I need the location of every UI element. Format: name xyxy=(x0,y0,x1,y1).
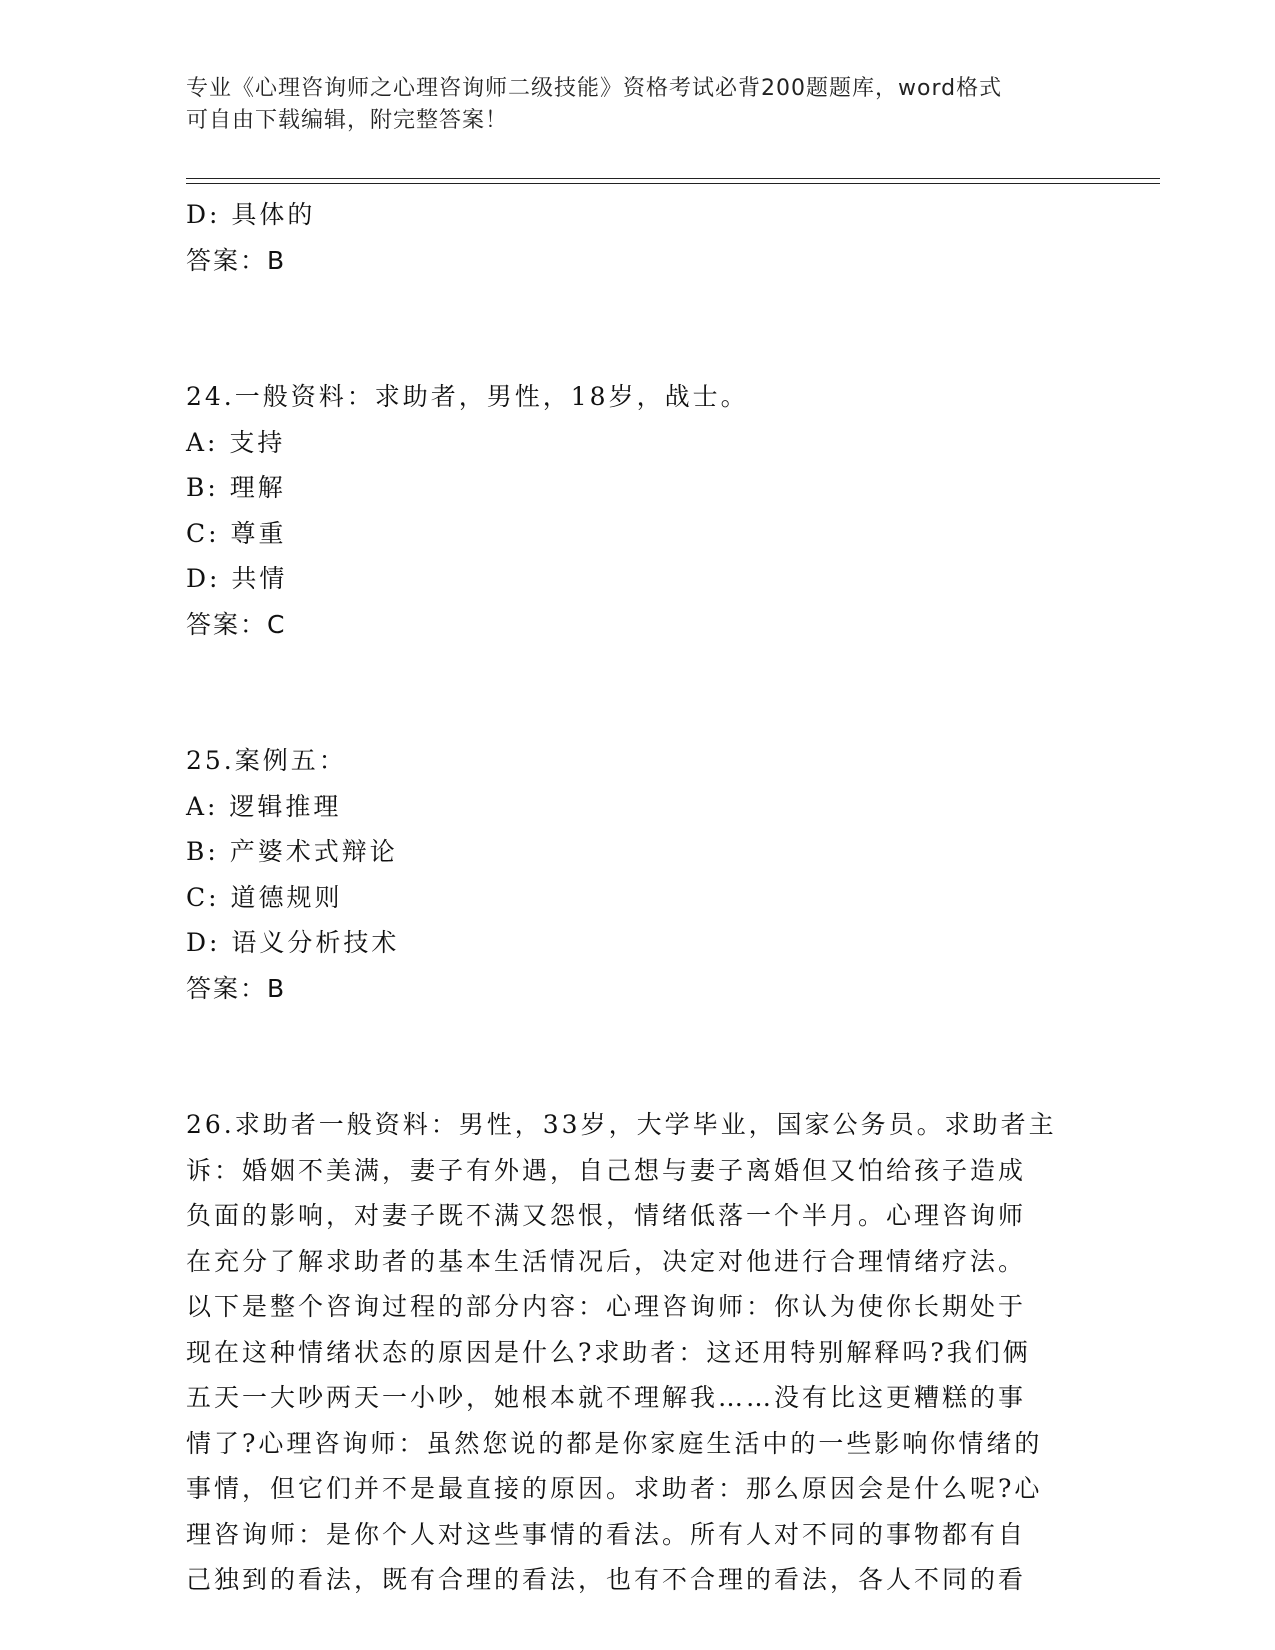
spacer xyxy=(186,1011,1086,1102)
paragraph-line: 诉：婚姻不美满，妻子有外遇，自己想与妻子离婚但又怕给孩子造成 xyxy=(186,1155,1027,1185)
option-d: D: 共情 xyxy=(186,564,288,593)
option-c: C: 道德规则 xyxy=(186,882,343,912)
paragraph-line: 26.求助者一般资料：男性，33岁，大学毕业，国家公务员。求助者主 xyxy=(186,1110,1057,1139)
option-b: B: 产婆术式辩论 xyxy=(186,837,398,866)
answer-line: 答案：C xyxy=(186,609,287,639)
paragraph-line: 己独到的看法，既有合理的看法，也有不合理的看法，各人不同的看 xyxy=(186,1565,1027,1594)
spacer xyxy=(186,647,1086,738)
option-d: D: 具体的 xyxy=(186,200,316,229)
question-content xyxy=(186,192,1086,1603)
option-a: A: 逻辑推理 xyxy=(186,791,342,821)
question-24 xyxy=(186,374,1086,647)
header-line-1: 专业《心理咨询师之心理咨询师二级技能》资格考试必背200题题库，word格式 xyxy=(186,76,1003,101)
paragraph-line: 理咨询师：是你个人对这些事情的看法。所有人对不同的事物都有自 xyxy=(186,1519,1027,1549)
prev-question-tail xyxy=(186,192,1086,283)
paragraph-line: 现在这种情绪状态的原因是什么?求助者：这还用特别解释吗?我们俩 xyxy=(186,1337,1031,1367)
question-stem: 24.一般资料：求助者，男性，18岁，战士。 xyxy=(186,382,749,411)
answer-line: 答案：B xyxy=(186,973,287,1003)
header-divider-top xyxy=(186,178,1160,179)
question-stem: 25.案例五： xyxy=(186,746,347,775)
header-line-2: 可自由下载编辑，附完整答案！ xyxy=(186,108,509,133)
paragraph-line: 事情，但它们并不是最直接的原因。求助者：那么原因会是什么呢?心 xyxy=(186,1474,1043,1503)
question-26 xyxy=(186,1102,1086,1603)
option-c: C: 尊重 xyxy=(186,518,287,548)
option-a: A: 支持 xyxy=(186,427,286,457)
paragraph-line: 以下是整个咨询过程的部分内容：心理咨询师：你认为使你长期处于 xyxy=(186,1292,1027,1321)
paragraph-line: 在充分了解求助者的基本生活情况后，决定对他进行合理情绪疗法。 xyxy=(186,1246,1027,1276)
paragraph-line: 负面的影响，对妻子既不满又怨恨，情绪低落一个半月。心理咨询师 xyxy=(186,1201,1027,1230)
paragraph-line: 情了?心理咨询师：虽然您说的都是你家庭生活中的一些影响你情绪的 xyxy=(186,1428,1043,1458)
document-header xyxy=(186,73,1066,137)
header-divider-bottom xyxy=(186,183,1160,184)
paragraph-line: 五天一大吵两天一小吵，她根本就不理解我……没有比这更糟糕的事 xyxy=(186,1383,1027,1412)
answer-line: 答案：B xyxy=(186,245,287,275)
option-b: B: 理解 xyxy=(186,473,286,502)
option-d: D: 语义分析技术 xyxy=(186,928,400,957)
spacer xyxy=(186,283,1086,374)
question-25 xyxy=(186,738,1086,1011)
